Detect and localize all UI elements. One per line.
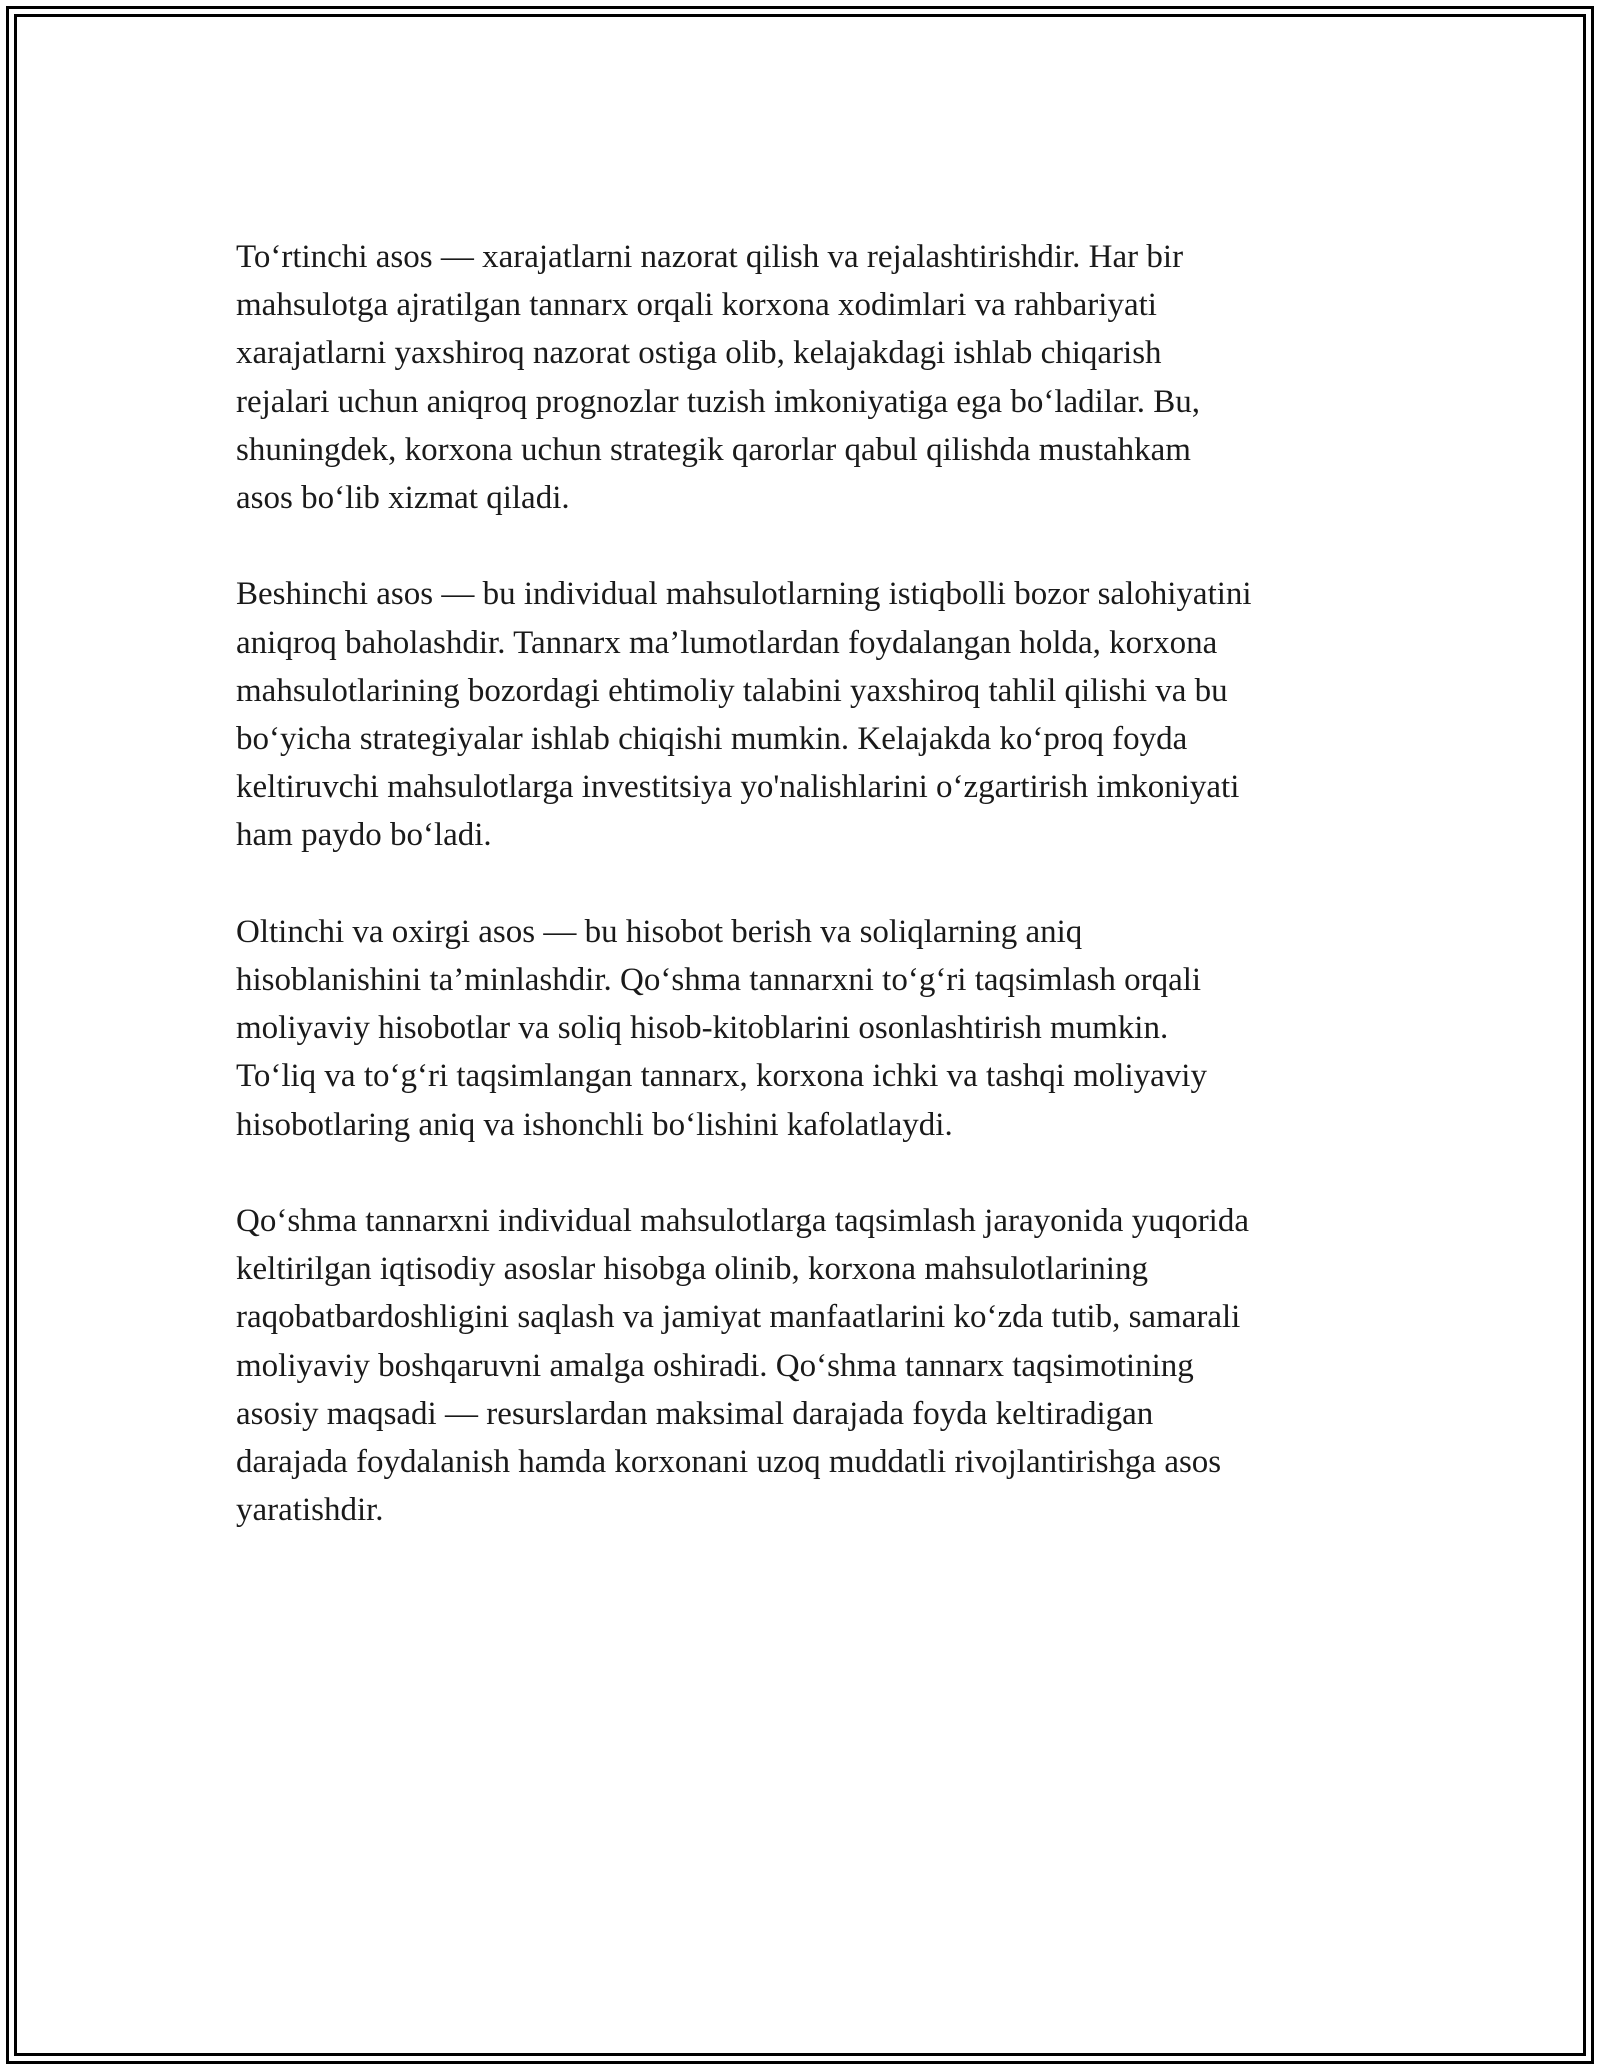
paragraph-line: darajada foydalanish hamda korxonani uzoq muddatli rivojlantirishga asos	[236, 1444, 1222, 1481]
paragraph-line: ham paydo bo‘ladi.	[236, 817, 492, 854]
paragraph-line: mahsulotlarining bozordagi ehtimoliy talabini yaxshiroq tahlil qilishi va bu	[236, 672, 1228, 709]
paragraph-line: To‘rtinchi asos — xarajatlarni nazorat qilish va rejalashtirishdir. Har bir	[236, 239, 1184, 275]
paragraph-line: Qo‘shma tannarxni individual mahsulotlarga taqsimlash jarayonida yuqorida	[236, 1203, 1249, 1240]
paragraph-line: rejalari uchun aniqroq prognozlar tuzish imkoniyatiga ega bo‘ladilar. Bu,	[236, 383, 1201, 420]
paragraph-line: shuningdek, korxona uchun strategik qarorlar qabul qilishda mustahkam	[236, 431, 1191, 468]
paragraph-line: hisobotlaring aniq va ishonchli bo‘lishini kafolatlaydi.	[236, 1106, 953, 1143]
paragraph-line: aniqroq baholashdir. Tannarx ma’lumotlardan foydalangan holda, korxona	[236, 624, 1218, 661]
paragraph-line: yaratishdir.	[236, 1492, 384, 1529]
document-body	[236, 233, 1386, 1583]
paragraph-line: moliyaviy hisobotlar va soliq hisob-kitoblarini osonlashtirish mumkin.	[236, 1010, 1169, 1047]
paragraph-line: bo‘yicha strategiyalar ishlab chiqishi mumkin. Kelajakda ko‘proq foyda	[236, 721, 1188, 758]
paragraph-sixth-basis	[236, 908, 1386, 1149]
paragraph-line: moliyaviy boshqaruvni amalga oshiradi. Qo‘shma tannarx taqsimotining	[236, 1347, 1194, 1384]
paragraph-line: mahsulotga ajratilgan tannarx orqali korxona xodimlari va rahbariyati	[236, 287, 1157, 324]
paragraph-line: To‘liq va to‘g‘ri taqsimlangan tannarx, korxona ichki va tashqi moliyaviy	[236, 1058, 1207, 1095]
paragraph-line: keltiruvchi mahsulotlarga investitsiya yo'nalishlarini o‘zgartirish imkoniyati	[236, 769, 1240, 806]
paragraph-line: keltirilgan iqtisodiy asoslar hisobga olinib, korxona mahsulotlarining	[236, 1251, 1148, 1288]
paragraph-fourth-basis	[236, 233, 1386, 522]
paragraph-line: Oltinchi va oxirgi asos — bu hisobot berish va soliqlarning aniq	[236, 913, 1083, 950]
paragraph-line: asos bo‘lib xizmat qiladi.	[236, 480, 570, 517]
paragraph-line: Beshinchi asos — bu individual mahsulotlarning istiqbolli bozor salohiyatini	[236, 576, 1252, 613]
paragraph-line: hisoblanishini ta’minlashdir. Qo‘shma tannarxni to‘g‘ri taqsimlash orqali	[236, 962, 1202, 999]
paragraph-line: xarajatlarni yaxshiroq nazorat ostiga olib, kelajakdagi ishlab chiqarish	[236, 335, 1162, 372]
paragraph-line: asosiy maqsadi — resurslardan maksimal darajada foyda keltiradigan	[236, 1395, 1154, 1432]
paragraph-fifth-basis	[236, 570, 1386, 859]
paragraph-conclusion	[236, 1197, 1386, 1534]
paragraph-line: raqobatbardoshligini saqlash va jamiyat manfaatlarini ko‘zda tutib, samarali	[236, 1299, 1241, 1336]
